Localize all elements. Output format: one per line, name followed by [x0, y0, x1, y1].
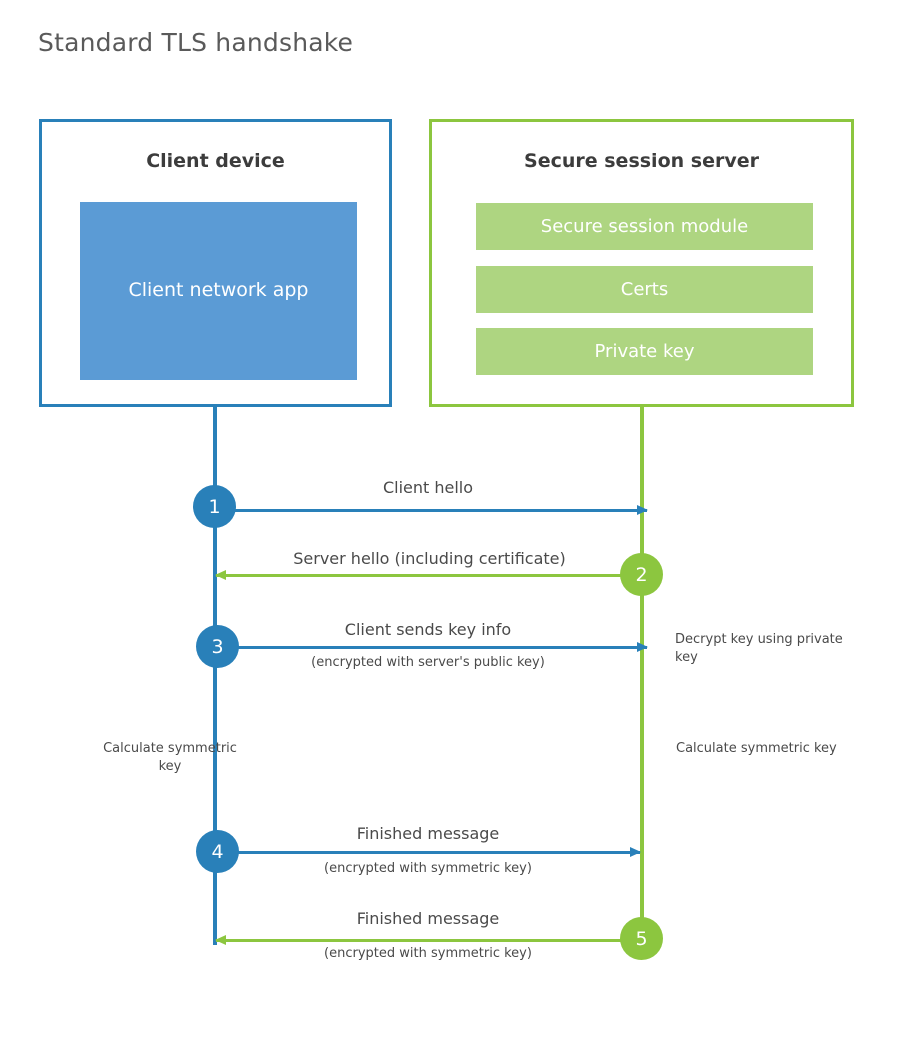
arrow-step-4	[215, 851, 640, 854]
server-lifeline	[640, 405, 644, 943]
message-label-step-4: Finished message	[356, 824, 500, 843]
message-label-step-2: Server hello (including certificate)	[293, 549, 566, 568]
step-marker-3: 3	[196, 625, 239, 668]
arrow-shaft	[215, 851, 640, 854]
message-label-step-5: Finished message	[356, 909, 500, 928]
page-title: Standard TLS handshake	[38, 28, 354, 57]
message-sublabel-step-3: (encrypted with server's public key)	[311, 655, 545, 670]
arrow-shaft	[216, 574, 640, 577]
arrow-shaft	[215, 646, 647, 649]
client-device-box	[39, 119, 392, 407]
server-block-private-key: Private key	[476, 328, 813, 375]
arrow-head	[630, 847, 641, 857]
arrow-step-2	[216, 574, 640, 577]
step-marker-2: 2	[620, 553, 663, 596]
client-device-title: Client device	[146, 150, 285, 172]
secure-session-server-title: Secure session server	[524, 150, 759, 172]
secure-session-server-box	[429, 119, 854, 407]
message-label-step-3: Client sends key info	[344, 620, 512, 639]
arrow-step-5	[216, 939, 640, 942]
message-label-step-1: Client hello	[382, 478, 474, 497]
arrow-head	[215, 935, 226, 945]
note-decrypt-key: Decrypt key using private key	[675, 632, 843, 665]
note-server-calculate-symmetric-key: Calculate symmetric key	[676, 741, 837, 756]
arrow-shaft	[216, 939, 640, 942]
step-marker-5: 5	[620, 917, 663, 960]
message-sublabel-step-4: (encrypted with symmetric key)	[324, 861, 532, 876]
arrow-head	[215, 570, 226, 580]
server-block-secure-session-module: Secure session module	[476, 203, 813, 250]
note-client-calculate-symmetric-key: Calculate symmetric key	[103, 741, 237, 774]
client-network-app-block: Client network app	[80, 202, 357, 380]
arrow-step-1	[215, 509, 647, 512]
arrow-shaft	[215, 509, 647, 512]
arrow-head	[637, 505, 648, 515]
message-sublabel-step-5: (encrypted with symmetric key)	[324, 946, 532, 961]
arrow-head	[637, 642, 648, 652]
server-block-certs: Certs	[476, 266, 813, 313]
step-marker-1: 1	[193, 485, 236, 528]
step-marker-4: 4	[196, 830, 239, 873]
arrow-step-3	[215, 646, 647, 649]
